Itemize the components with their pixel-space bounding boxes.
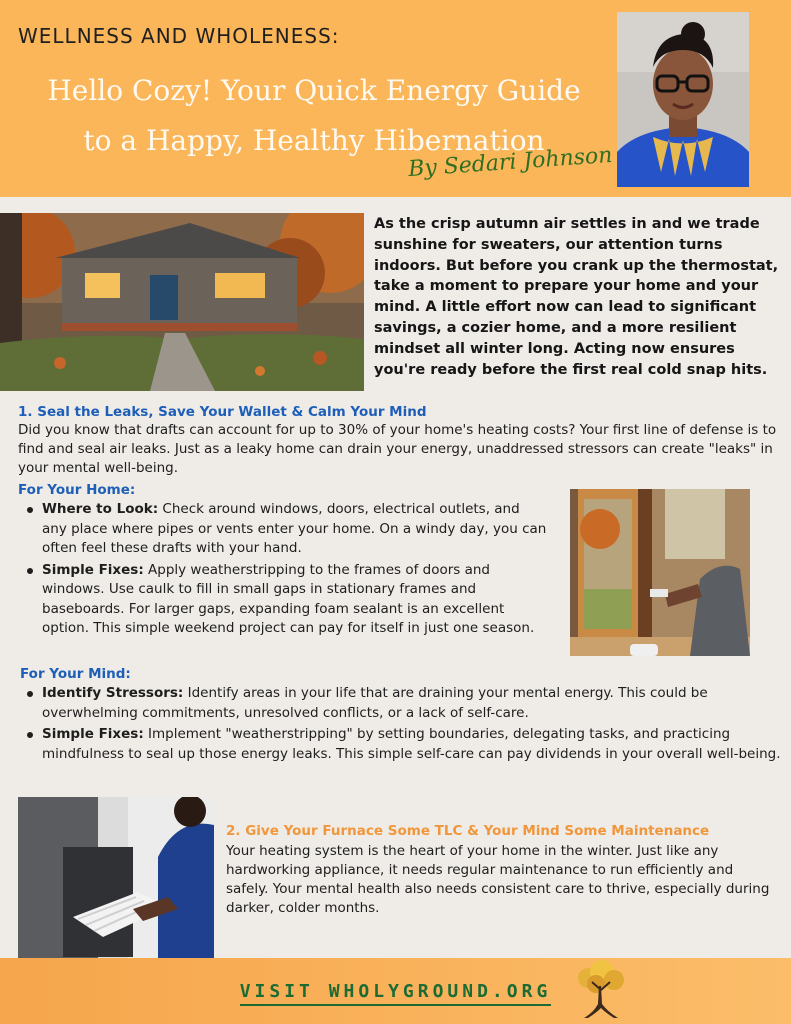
tip-label: Simple Fixes: bbox=[42, 726, 144, 742]
author-byline: By Sedari Johnson bbox=[407, 142, 614, 183]
title-line-1: Hello Cozy! Your Quick Energy Guide bbox=[47, 74, 581, 107]
column-kicker: WELLNESS AND WHOLENESS: bbox=[18, 24, 340, 48]
section-1-heading: 1. Seal the Leaks, Save Your Wallet & Calm Your Mind bbox=[18, 404, 427, 420]
tip-text: Implement "weatherstripping" by setting boundaries, delegating tasks, and practicing mindfulness to seal up those energy leaks. This simple self-care can pay dividends in your overall well-being. bbox=[42, 726, 781, 762]
list-item bbox=[18, 725, 782, 764]
cozy-house-photo bbox=[0, 213, 364, 391]
tip-label: Where to Look: bbox=[42, 501, 159, 517]
tip-text: Apply weatherstripping to the frames of doors and windows. Use caulk to fill in small gaps in stationary frames and baseboards. For larger gaps, expanding foam sealant is an excellent option. This simple weekend project can pay for itself in just one season. bbox=[42, 561, 535, 636]
home-tips-list bbox=[18, 500, 548, 641]
mind-tips-list bbox=[18, 684, 782, 766]
list-item bbox=[18, 561, 548, 639]
list-item bbox=[18, 684, 782, 723]
tree-logo-icon bbox=[568, 960, 632, 1024]
section-2-heading: 2. Give Your Furnace Some TLC & Your Mind Some Maintenance bbox=[226, 823, 710, 839]
title-line-2: to a Happy, Healthy Hibernation bbox=[83, 124, 545, 157]
list-item bbox=[18, 500, 548, 559]
tip-label: Simple Fixes: bbox=[42, 561, 144, 578]
website-link-text[interactable]: VISIT WHOLYGROUND.ORG bbox=[240, 981, 552, 1006]
footer-banner bbox=[0, 958, 791, 1024]
author-portrait bbox=[617, 12, 749, 187]
section-1-body: Did you know that drafts can account for up to 30% of your home's heating costs? Your first line of defense is to find and seal air leaks. Just as a leaky home can drain your energy, unaddressed stressors can create "leaks" in your mental well-being. bbox=[18, 422, 777, 476]
tip-label: Identify Stressors: bbox=[42, 685, 184, 701]
for-your-mind-heading: For Your Mind: bbox=[20, 666, 131, 682]
weatherstripping-window-photo bbox=[570, 489, 750, 656]
furnace-filter-photo bbox=[18, 797, 214, 977]
tip-text: Check around windows, doors, electrical outlets, and any place where pipes or vents enter your home. On a windy day, you can often feel these drafts with your hand. bbox=[42, 501, 547, 556]
for-your-home-heading: For Your Home: bbox=[18, 482, 136, 498]
intro-paragraph: As the crisp autumn air settles in and we trade sunshine for sweaters, our attention turns indoors. But before you crank up the thermostat, take a moment to prepare your home and your mind. A little effort now can lead to significant savings, a cozier home, and a more resilient mindset all winter long. Acting now ensures you're ready before the first real cold snap hits. bbox=[374, 216, 779, 378]
section-2-body: Your heating system is the heart of your home in the winter. Just like any hardworking appliance, it needs regular maintenance to run efficiently and safely. Your mental health also needs consistent care to thrive, especially during darker, colder months. bbox=[226, 843, 770, 916]
header-banner bbox=[0, 0, 791, 197]
tip-text: Identify areas in your life that are draining your mental energy. This could be overwhelming commitments, unresolved conflicts, or a lack of self-care. bbox=[42, 685, 708, 721]
website-link[interactable] bbox=[0, 958, 791, 1024]
